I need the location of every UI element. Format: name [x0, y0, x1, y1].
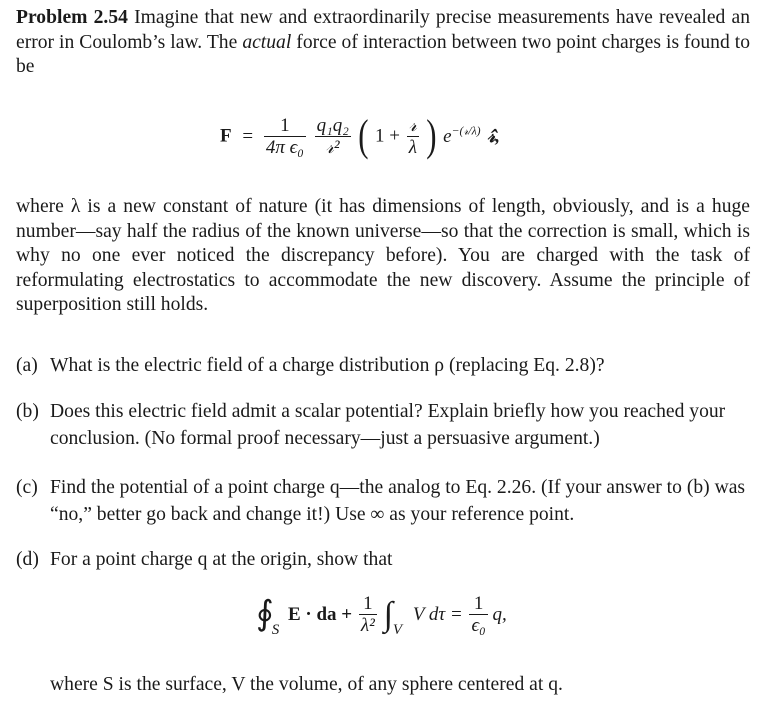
force-equation — [220, 111, 501, 160]
fraction-denominator: λ — [408, 136, 417, 158]
part-a — [16, 352, 752, 379]
part-c — [16, 474, 752, 528]
charge-q: q, — [492, 604, 507, 625]
problem-intro-rest: force of interaction between two point charges is found to be — [16, 31, 750, 77]
closed-integral-sign: ∮ — [256, 595, 274, 633]
fraction-coulomb-constant — [264, 116, 306, 157]
fraction-numerator: 𝓇 — [408, 114, 417, 136]
volume-subscript: V — [392, 621, 403, 638]
fraction-charges — [315, 116, 351, 157]
part-label: (a) — [16, 355, 38, 376]
problem-number: Problem 2.54 — [16, 7, 128, 28]
part-text: Does this electric field admit a scalar potential? Explain briefly how you reached your conclusion. (No formal proof necessary—just a persuasive argument.) — [50, 401, 726, 449]
part-b — [16, 398, 752, 452]
paren-one-plus: 1 + — [374, 125, 400, 147]
part-text: What is the electric field of a charge distribution ρ (replacing Eq. 2.8)? — [50, 355, 605, 376]
problem-statement — [16, 6, 750, 80]
fraction-r-over-lambda — [407, 116, 419, 157]
fraction-one-over-lambda-sq — [359, 594, 377, 635]
equals-sign: = — [242, 125, 254, 147]
explanation-paragraph — [16, 195, 750, 318]
explanation-text: where λ is a new constant of nature (it has dimensions of length, obviously, and is a huge number—say half the radius of the known universe—so that the correction is small, which is why no one ever noticed the discrepancy before). You are charged with the task of reformulating electrostatics to accommodate the new discovery. Assume the principle of superposition still holds. — [16, 196, 750, 315]
volume-integral-sign: ∫ — [383, 595, 393, 633]
left-paren: ( — [357, 111, 369, 160]
fraction-one-over-epsilon — [469, 594, 487, 635]
unit-vector: 𝓇̂, — [487, 125, 501, 147]
fraction-numerator: 1 — [363, 593, 373, 614]
force-vector: F — [220, 125, 232, 147]
part-d — [16, 546, 752, 573]
part-text: For a point charge q at the origin, show that — [50, 549, 393, 570]
actual-word: actual — [242, 31, 292, 53]
exp-superscript: −(𝓇/λ) — [451, 124, 481, 138]
flux-integrand: E · da + — [287, 604, 353, 625]
exp-e: e — [443, 126, 452, 148]
right-paren: ) — [425, 111, 437, 160]
fraction-denominator: ϵ₀ — [471, 615, 486, 636]
part-label: (d) — [16, 549, 39, 570]
exponential-base — [443, 126, 480, 147]
fraction-numerator: q₁q₂ — [316, 114, 349, 136]
part-text: Find the potential of a point charge q—the analog to Eq. 2.26. (If your answer to (b) was “no,” better go back and change it!) Use ∞ as your reference point. — [50, 477, 746, 525]
fraction-denominator: 𝓇² — [315, 136, 351, 157]
part-label: (c) — [16, 477, 38, 498]
fraction-numerator: 1 — [473, 593, 484, 614]
part-label: (b) — [16, 401, 39, 422]
closing-line — [16, 671, 752, 698]
surface-subscript: S — [271, 621, 280, 638]
fraction-numerator: 1 — [280, 114, 290, 136]
closing-text: where S is the surface, V the volume, of any sphere centered at q. — [50, 674, 563, 695]
problem-intro: Imagine that new and extraordinarily precise measurements have revealed an error in Coulomb’s law. The — [16, 7, 751, 53]
fraction-denominator: λ² — [360, 615, 375, 636]
potential-integrand: V dτ = — [412, 604, 463, 625]
integral-equation — [256, 593, 507, 638]
fraction-denominator: 4π ϵ₀ — [265, 136, 304, 158]
